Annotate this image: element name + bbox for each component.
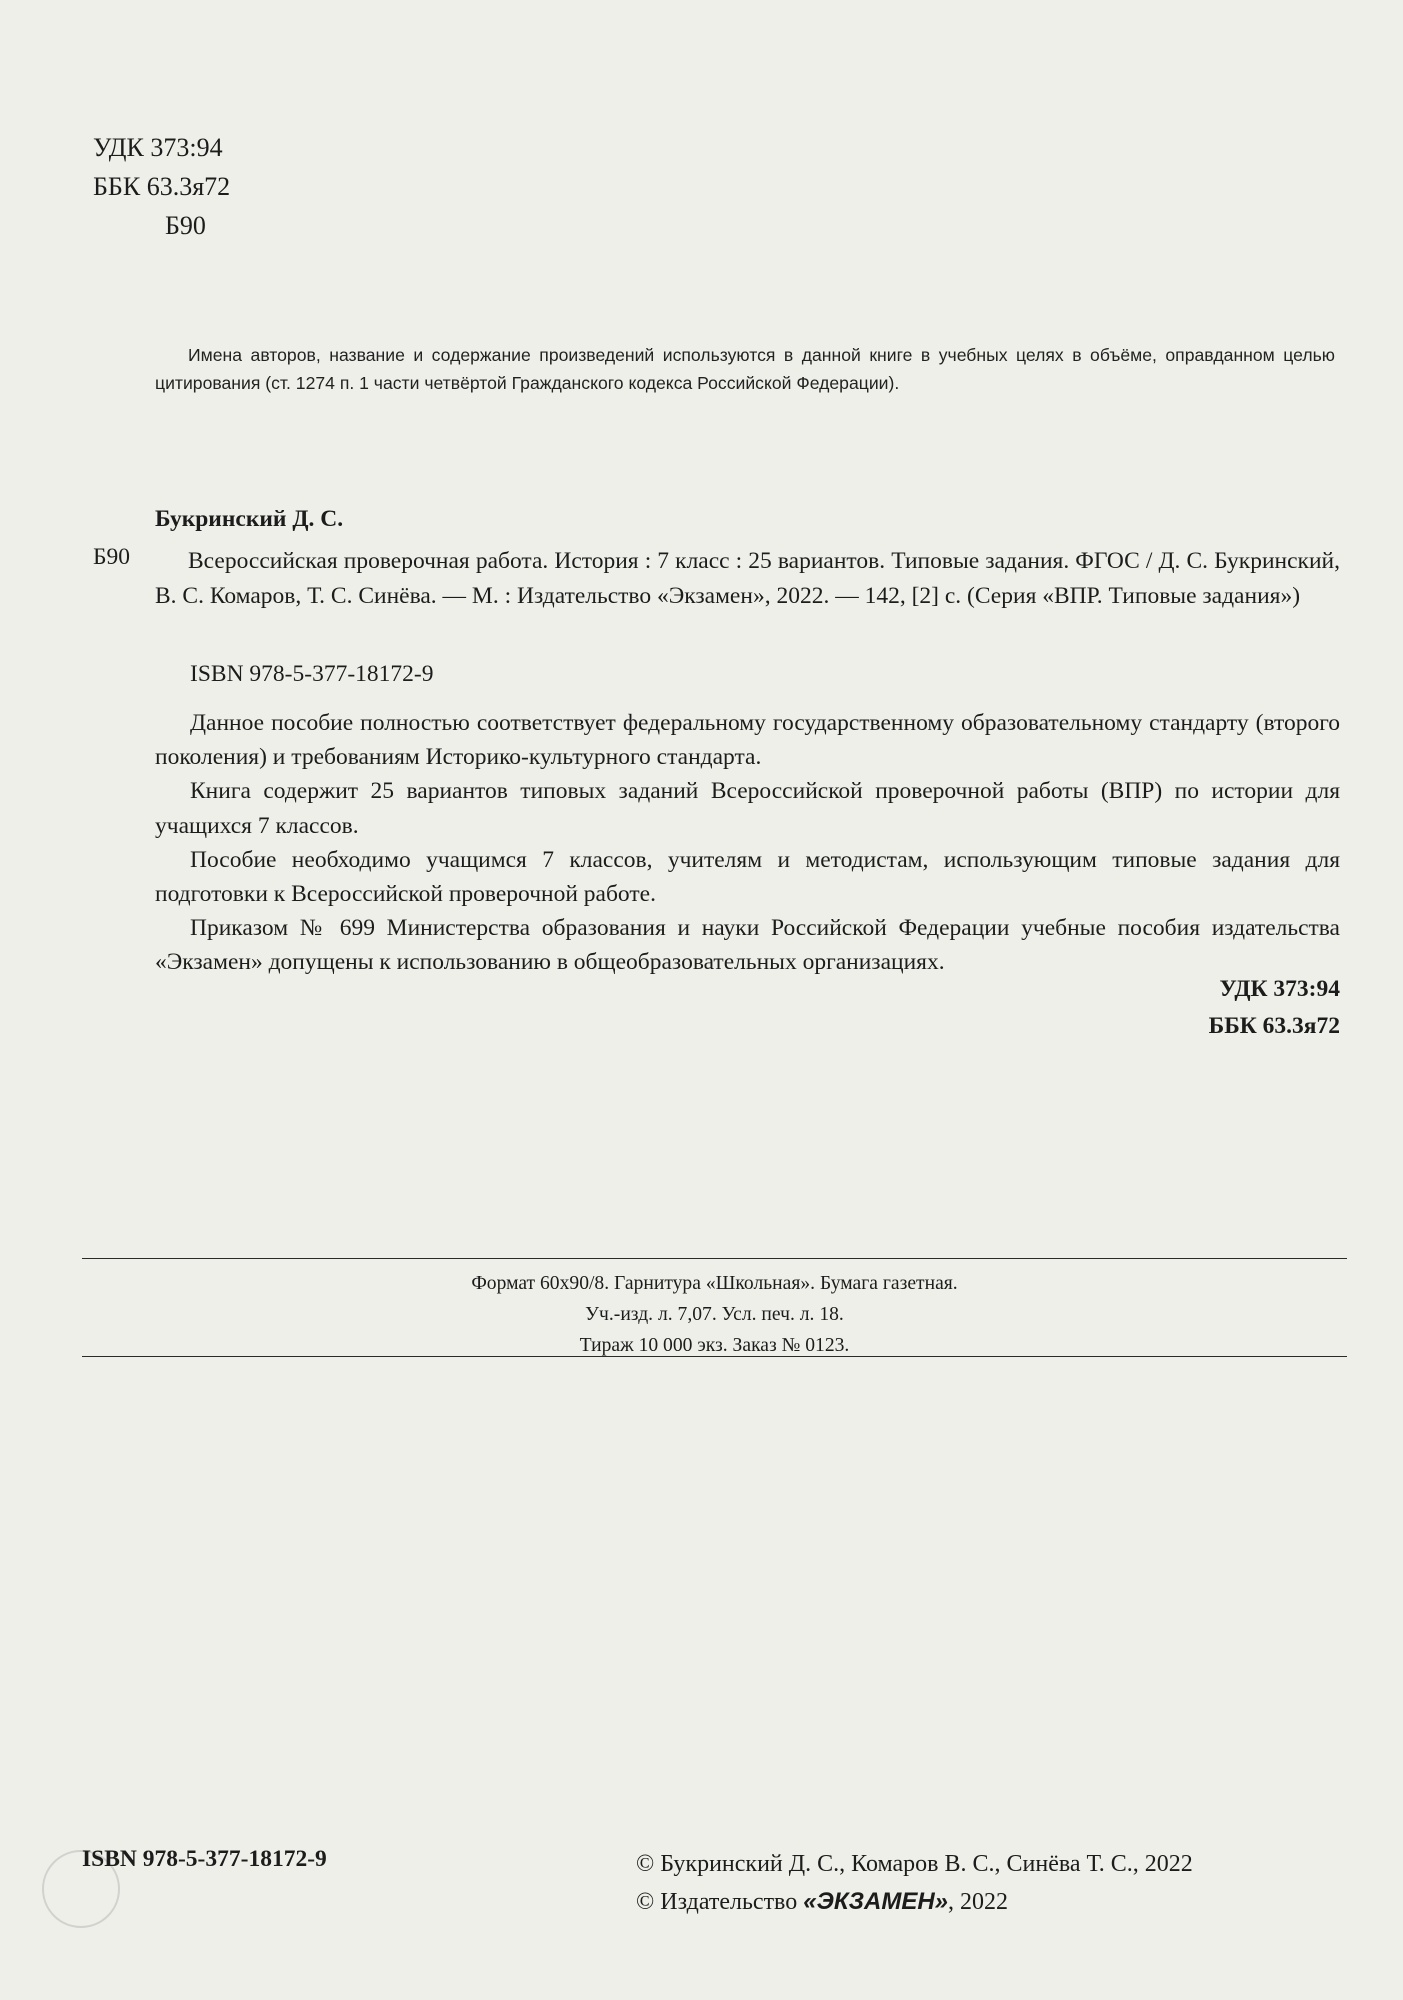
copyright-publisher [636, 1883, 1193, 1921]
imprint-line: Формат 60х90/8. Гарнитура «Школьная». Бумага газетная. [471, 1273, 958, 1294]
copyright-notice: Имена авторов, название и содержание произведений используются в данной книге в учебных целях в объёме, оправданном целью цитирования (ст. 1274 п. 1 части четвёртой Гражданского кодекса Российской Федерации). [155, 345, 1335, 393]
show-through-subtitle [330, 1020, 344, 1084]
imprint-line: Уч.-изд. л. 7,07. Усл. печ. л. 18. [585, 1304, 844, 1325]
copyright-publisher-prefix: © Издательство [636, 1889, 804, 1915]
annotation-paragraph: Приказом № 699 Министерства образования и науки Российской Федерации учебные пособия издательства «Экзамен» допущены к использованию в общеобразовательных организациях. [155, 915, 1340, 976]
imprint-block [82, 1268, 1347, 1361]
bbk-code: ББК 63.3я72 [1208, 1013, 1340, 1039]
divider-top [82, 1258, 1347, 1259]
isbn: ISBN 978-5-377-18172-9 [190, 661, 434, 687]
imprint-line: Тираж 10 000 экз. Заказ № 0123. [579, 1335, 850, 1356]
author-heading: Букринский Д. С. [155, 506, 344, 532]
isbn-bottom: ISBN 978-5-377-18172-9 [82, 1846, 327, 1872]
show-through-title [105, 280, 1345, 530]
publisher-name: «ЭКЗАМЕН» [803, 1888, 949, 1915]
bibliographic-record: Всероссийская проверочная работа. История : 7 класс : 25 вариантов. Типовые задания. ФГОС / Д. С. Букринский, В. С. Комаров, Т. С. Синёва. — М. : Издательство «Экзамен», 2022. — 142, [2] с. (Серия «ВПР. Типовые задания») [155, 548, 1340, 609]
bib-author-mark: Б90 [93, 544, 130, 570]
copyright-authors: © Букринский Д. С., Комаров В. С., Синёва Т. С., 2022 [636, 1851, 1193, 1877]
copyright-publisher-year: , 2022 [948, 1889, 1009, 1915]
author-mark: Б90 [165, 211, 206, 240]
classification-codes-right [1100, 971, 1340, 1045]
show-through-authors [290, 130, 300, 177]
bbk-code: ББК 63.3я72 [93, 172, 231, 201]
divider-bottom [82, 1356, 1347, 1357]
annotation-paragraph: Книга содержит 25 вариантов типовых заданий Всероссийской проверочной работы (ВПР) по истории для учащихся 7 классов. [155, 778, 1340, 839]
annotation-paragraph: Данное пособие полностью соответствует федеральному государственному образовательному стандарту (второго поколения) и требованиям Историко-культурного стандарта. [155, 710, 1340, 771]
udk-code: УДК 373:94 [93, 133, 223, 162]
classification-codes [93, 128, 230, 245]
show-through-series [90, 1360, 100, 1402]
copyright-block [636, 1846, 1193, 1921]
udk-code: УДК 373:94 [1219, 976, 1340, 1002]
annotation [155, 706, 1340, 980]
annotation-paragraph: Пособие необходимо учащимся 7 классов, учителям и методистам, использующим типовые задания для подготовки к Всероссийской проверочной работе. [155, 846, 1340, 908]
